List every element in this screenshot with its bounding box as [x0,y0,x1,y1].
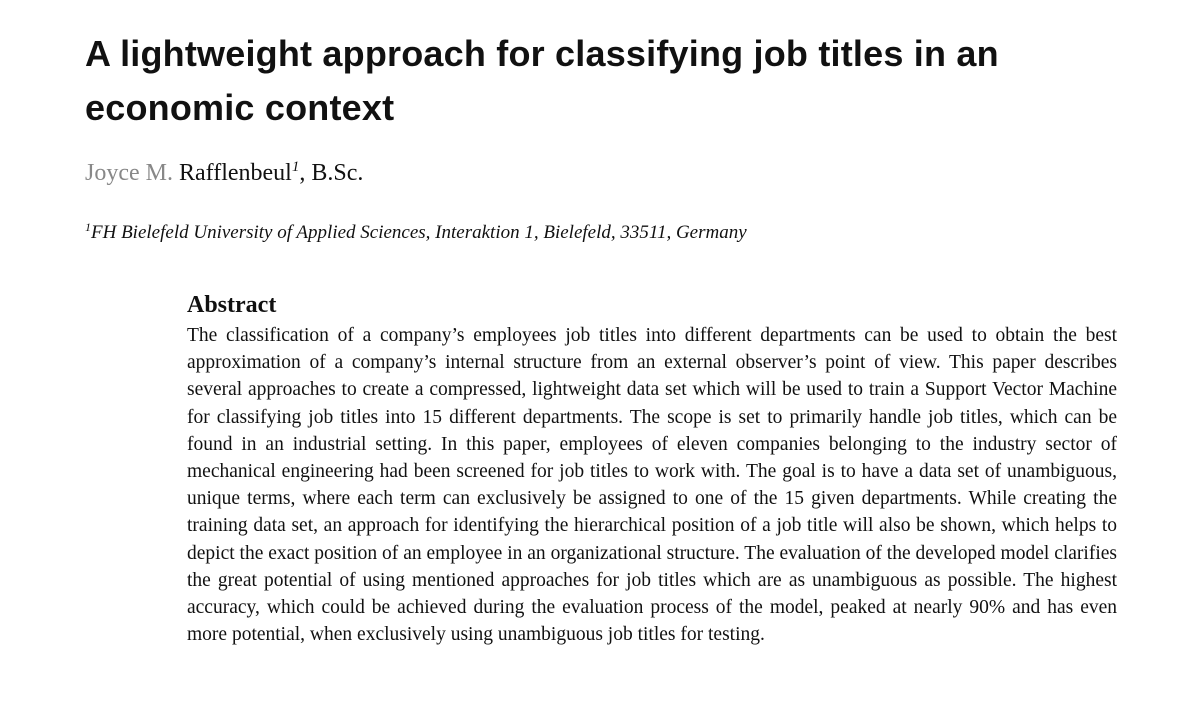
affiliation-line [85,220,747,246]
affiliation-mark: 1 [85,220,91,234]
paper-title: A lightweight approach for classifying job titles in an economic context [85,33,999,128]
abstract-heading: Abstract [187,292,277,318]
affiliation-text: FH Bielefeld University of Applied Sciences, Interaktion 1, Bielefeld, 33511, Germany [91,222,747,243]
author-family-name: Rafflenbeul [178,160,292,186]
author-degree: , B.Sc. [299,160,364,186]
author-line [85,157,363,189]
abstract-section [187,291,1117,648]
abstract-body: The classification of a company’s employees job titles into different departments can be used to obtain the best approximation of a company’s internal structure from an external observer’s point of view. This paper describes several approaches to create a compressed, lightweight data set which will be used to train a Support Vector Machine for classifying job titles into 15 different departments. The scope is set to primarily handle job titles, which can be found in an industrial setting. In this paper, employees of eleven companies belonging to the industry sector of mechanical engineering had been screened for job titles to work with. The goal is to have a data set of unambiguous, unique terms, where each term can exclusively be assigned to one of the 15 given departments. While creating the training data set, an approach for identifying the hierarchical position of a job title will also be shown, which helps to depict the exact position of an employee in an organizational structure. The evaluation of the developed model clarifies the great potential of using mentioned approaches for job titles which are as unambiguous as possible. The highest accuracy, which could be achieved during the evaluation process of the model, peaked at nearly 90% and has even more potential, when exclusively using unambiguous job titles for testing. [187,325,1117,646]
author-affiliation-mark: 1 [291,159,300,175]
author-given-name: Joyce M. [85,160,173,186]
